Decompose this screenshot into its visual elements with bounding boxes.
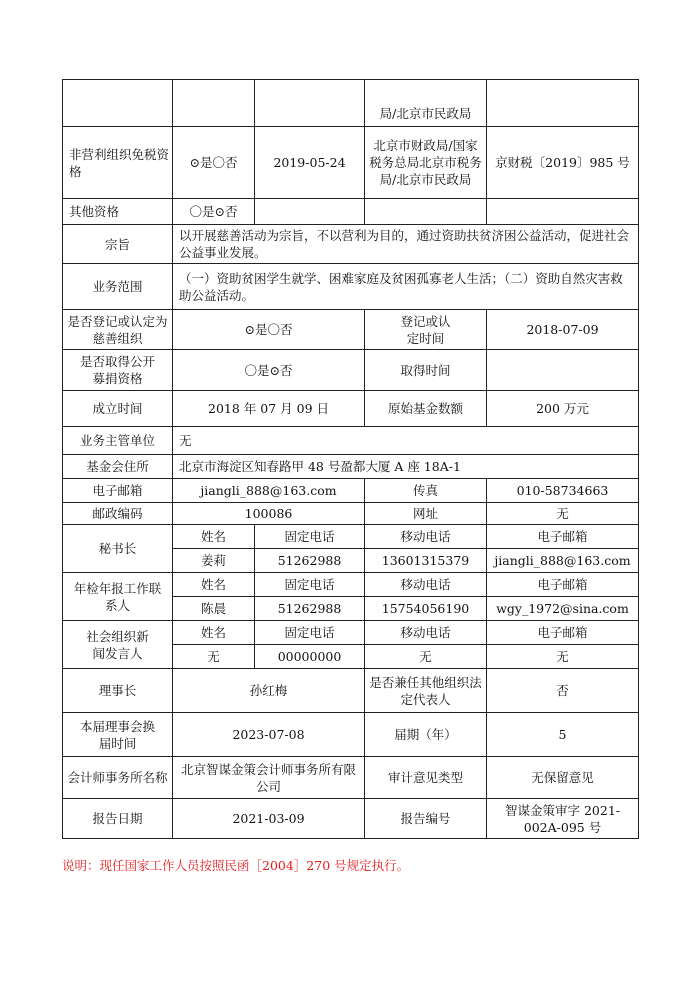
purpose-value: 以开展慈善活动为宗旨，不以营利为目的，通过资助扶贫济困公益活动，促进社会公益事业发展。	[173, 225, 639, 264]
table-row	[63, 479, 639, 503]
original-fund-value: 200 万元	[487, 391, 639, 427]
other-qualification-label: 其他资格	[63, 199, 173, 225]
table-row	[63, 503, 639, 525]
supervisor-value: 无	[173, 427, 639, 455]
table-row	[63, 310, 639, 350]
annual-contact-name: 陈晨	[173, 597, 255, 621]
original-fund-label: 原始基金数额	[365, 391, 487, 427]
audit-opinion-label: 审计意见类型	[365, 757, 487, 799]
footnote: 说明：现任国家工作人员按照民函［2004］270 号规定执行。	[62, 858, 410, 873]
table-row	[63, 391, 639, 427]
email-value: jiangli_888@163.com	[173, 479, 365, 503]
table-row	[63, 713, 639, 757]
contact-header-email: 电子邮箱	[487, 573, 639, 597]
table-row	[63, 525, 639, 549]
tax-exempt-label: 非营利组织免税资格	[63, 127, 173, 199]
report-no-label: 报告编号	[365, 799, 487, 839]
charity-time: 2018-07-09	[487, 310, 639, 350]
other-qualification-radio[interactable]: 〇是⊙否	[173, 199, 255, 225]
report-no-value: 智谋金策审字 2021-002A-095 号	[487, 799, 639, 839]
tax-exempt-date: 2019-05-24	[255, 127, 365, 199]
spokesperson-mobile: 无	[365, 645, 487, 669]
secretary-name: 姜莉	[173, 549, 255, 573]
table-row	[63, 264, 639, 310]
legal-rep-label: 是否兼任其他组织法定代表人	[365, 669, 487, 713]
report-date-value: 2021-03-09	[173, 799, 365, 839]
table-row	[63, 127, 639, 199]
contact-header-name: 姓名	[173, 525, 255, 549]
secretary-phone: 51262988	[255, 549, 365, 573]
tax-exempt-authority: 北京市财政局/国家税务总局北京市税务局/北京市民政局	[365, 127, 487, 199]
postal-label: 邮政编码	[63, 503, 173, 525]
annual-contact-email: wgy_1972@sina.com	[487, 597, 639, 621]
table-row	[63, 199, 639, 225]
charity-label: 是否登记或认定为慈善组织	[63, 310, 173, 350]
term-years-label: 届期（年）	[365, 713, 487, 757]
legal-rep-value: 否	[487, 669, 639, 713]
charity-radio[interactable]: ⊙是〇否	[173, 310, 365, 350]
table-row	[63, 350, 639, 391]
table-row	[63, 225, 639, 264]
secretary-email: jiangli_888@163.com	[487, 549, 639, 573]
address-label: 基金会住所	[63, 455, 173, 479]
spokesperson-label: 社会组织新闻发言人	[63, 621, 173, 669]
contact-header-phone: 固定电话	[255, 573, 365, 597]
table-row	[63, 80, 639, 127]
registration-info-table	[62, 79, 639, 839]
website-value: 无	[487, 503, 639, 525]
table-row	[63, 669, 639, 713]
contact-header-phone: 固定电话	[255, 621, 365, 645]
board-term-label: 本届理事会换届时间	[63, 713, 173, 757]
tax-exempt-radio[interactable]: ⊙是〇否	[173, 127, 255, 199]
charity-time-label: 登记或认定时间	[365, 310, 487, 350]
contact-header-name: 姓名	[173, 621, 255, 645]
audit-opinion-value: 无保留意见	[487, 757, 639, 799]
audit-firm-value: 北京智谋金策会计师事务所有限公司	[173, 757, 365, 799]
audit-firm-label: 会计师事务所名称	[63, 757, 173, 799]
annual-contact-mobile: 15754056190	[365, 597, 487, 621]
fundraising-time-label: 取得时间	[365, 350, 487, 391]
board-term-value: 2023-07-08	[173, 713, 365, 757]
fax-value: 010-58734663	[487, 479, 639, 503]
secretary-mobile: 13601315379	[365, 549, 487, 573]
report-date-label: 报告日期	[63, 799, 173, 839]
table-row	[63, 799, 639, 839]
table-row	[63, 573, 639, 597]
spokesperson-email: 无	[487, 645, 639, 669]
annual-contact-label: 年检年报工作联系人	[63, 573, 173, 621]
fax-label: 传真	[365, 479, 487, 503]
contact-header-email: 电子邮箱	[487, 621, 639, 645]
table-row	[63, 455, 639, 479]
established-value: 2018 年 07 月 09 日	[173, 391, 365, 427]
chairman-value: 孙红梅	[173, 669, 365, 713]
spokesperson-name: 无	[173, 645, 255, 669]
contact-header-mobile: 移动电话	[365, 573, 487, 597]
website-label: 网址	[365, 503, 487, 525]
postal-value: 100086	[173, 503, 365, 525]
contact-header-email: 电子邮箱	[487, 525, 639, 549]
contact-header-mobile: 移动电话	[365, 525, 487, 549]
term-years-value: 5	[487, 713, 639, 757]
annual-contact-phone: 51262988	[255, 597, 365, 621]
purpose-label: 宗旨	[63, 225, 173, 264]
established-label: 成立时间	[63, 391, 173, 427]
secretary-label: 秘书长	[63, 525, 173, 573]
fundraising-label: 是否取得公开募捐资格	[63, 350, 173, 391]
table-row	[63, 621, 639, 645]
contact-header-name: 姓名	[173, 573, 255, 597]
table-row	[63, 757, 639, 799]
chairman-label: 理事长	[63, 669, 173, 713]
scope-value: （一）资助贫困学生就学、困难家庭及贫困孤寡老人生活；（二）资助自然灾害救助公益活动。	[173, 264, 639, 310]
fundraising-time	[487, 350, 639, 391]
contact-header-mobile: 移动电话	[365, 621, 487, 645]
authority-continued: 局/北京市民政局	[365, 80, 487, 127]
table-row	[63, 427, 639, 455]
spokesperson-phone: 00000000	[255, 645, 365, 669]
tax-exempt-docno: 京财税〔2019〕985 号	[487, 127, 639, 199]
fundraising-radio[interactable]: 〇是⊙否	[173, 350, 365, 391]
scope-label: 业务范围	[63, 264, 173, 310]
email-label: 电子邮箱	[63, 479, 173, 503]
supervisor-label: 业务主管单位	[63, 427, 173, 455]
contact-header-phone: 固定电话	[255, 525, 365, 549]
address-value: 北京市海淀区知春路甲 48 号盈都大厦 A 座 18A-1	[173, 455, 639, 479]
